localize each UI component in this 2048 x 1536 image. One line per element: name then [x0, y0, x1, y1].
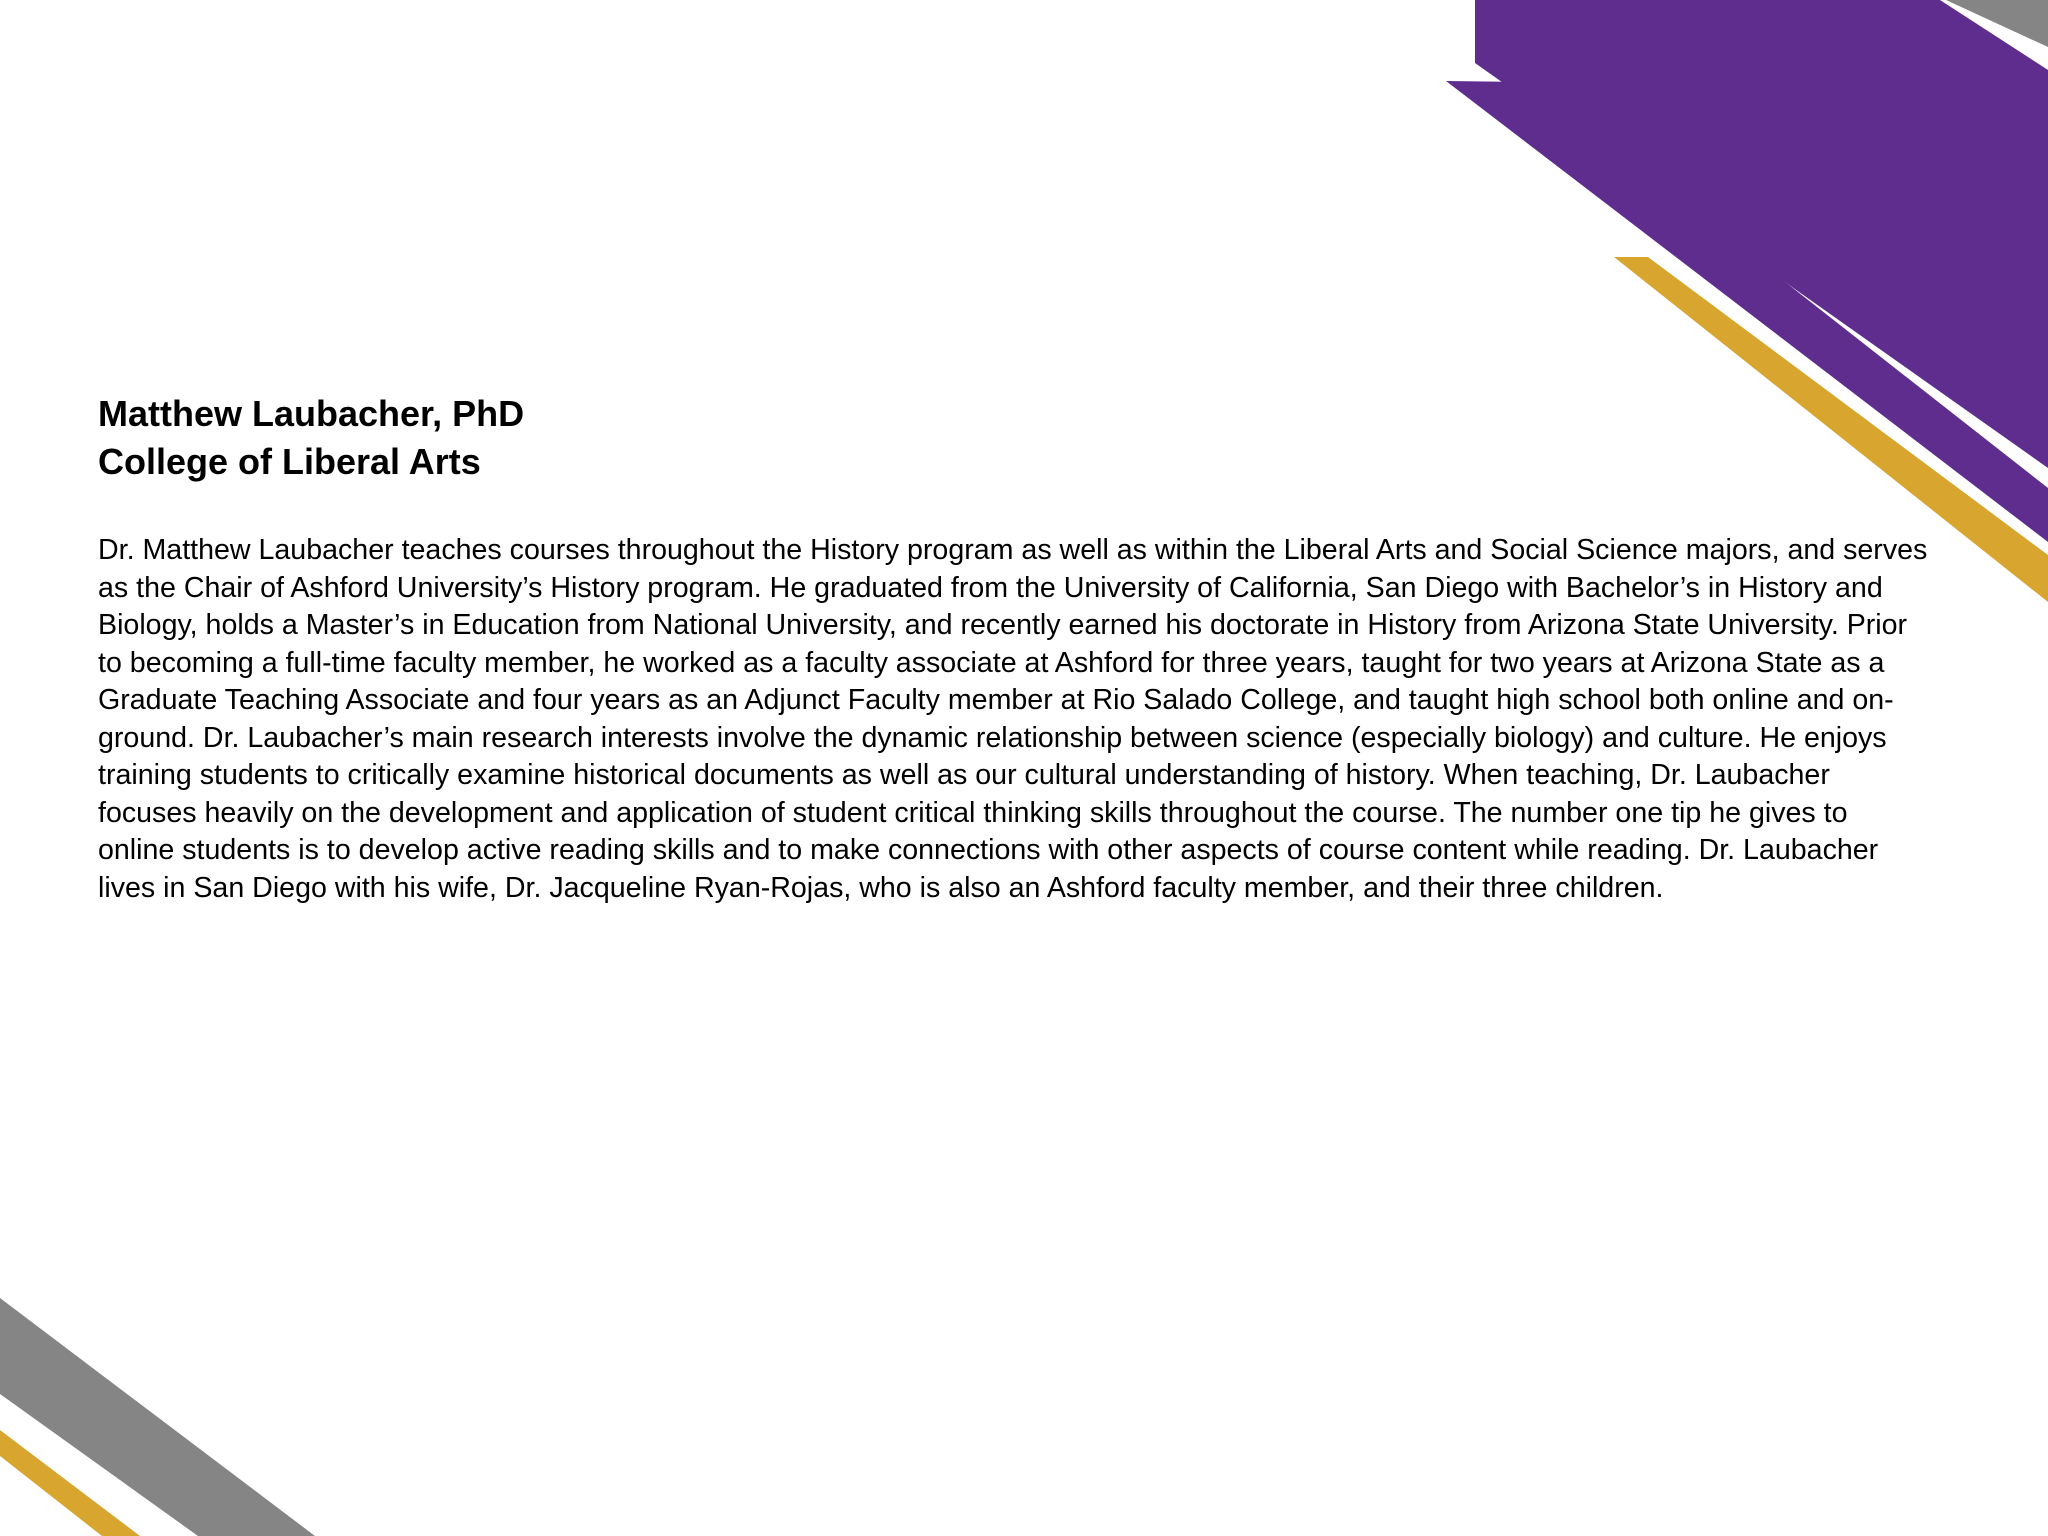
bio-content	[98, 390, 1938, 907]
gray-stripe-bottom	[0, 1298, 315, 1536]
faculty-name: Matthew Laubacher, PhD	[98, 393, 525, 434]
college-name: College of Liberal Arts	[98, 441, 481, 482]
bio-heading	[98, 390, 1938, 486]
bio-paragraph: Dr. Matthew Laubacher teaches courses throughout the History program as well as within the Liberal Arts and Social Science majors, and serves as the Chair of Ashford University’s History program. He graduated from the University of California, San Diego with Bachelor’s in History and Biology, holds a Master’s in Education from National University, and recently earned his doctorate in History from Arizona State University. Prior to becoming a full-time faculty member, he worked as a faculty associate at Ashford for three years, taught for two years at Arizona State as a Graduate Teaching Associate and four years as an Adjunct Faculty member at Rio Salado College, and taught high school both online and on-ground. Dr. Laubacher’s main research interests involve the dynamic relationship between science (especially biology) and culture. He enjoys training students to critically examine historical documents as well as our cultural understanding of history. When teaching, Dr. Laubacher focuses heavily on the development and application of student critical thinking skills throughout the course. The number one tip he gives to online students is to develop active reading skills and to make connections with other aspects of course content while reading. Dr. Laubacher lives in San Diego with his wife, Dr. Jacqueline Ryan-Rojas, who is also an Ashford faculty member, and their three children.	[98, 534, 1928, 904]
